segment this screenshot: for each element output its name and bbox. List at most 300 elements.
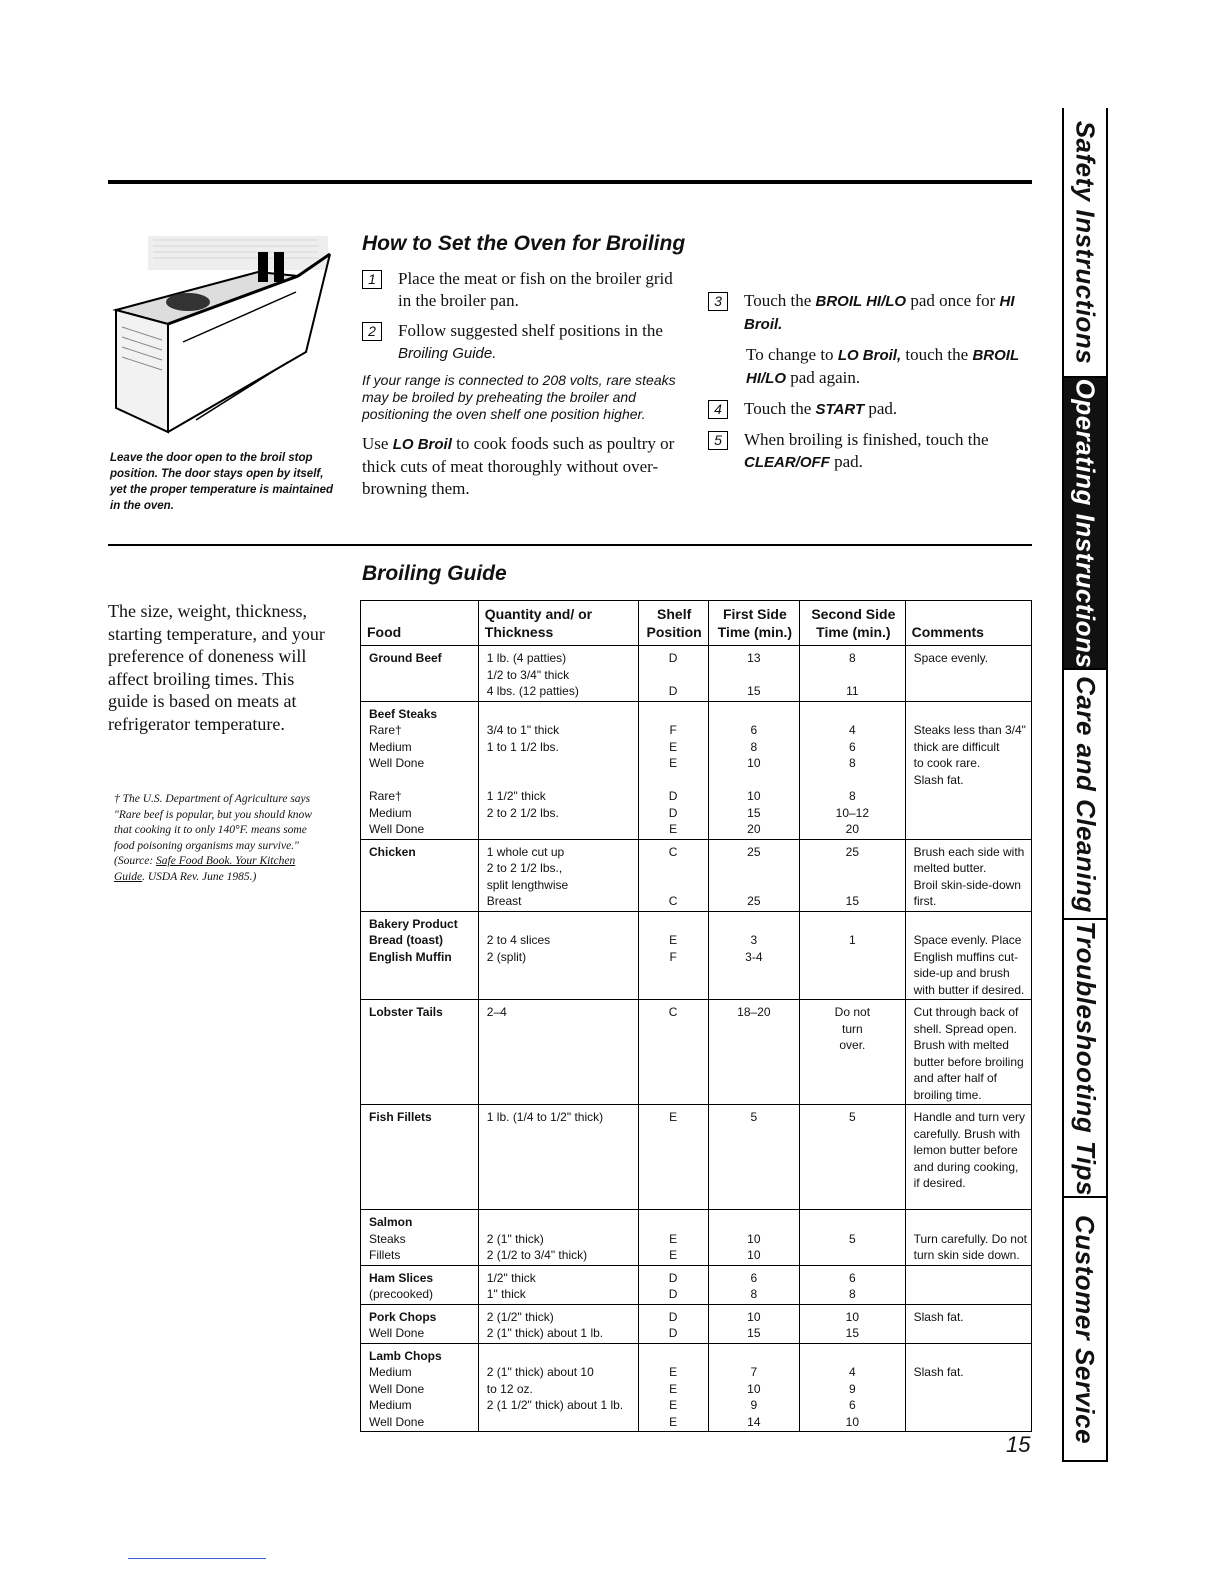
- cell-line: (precooked): [369, 1287, 434, 1301]
- cell-line: D: [668, 684, 678, 698]
- cell-comments: [905, 646, 1031, 702]
- cell-line: E: [669, 1414, 678, 1429]
- howto-heading: How to Set the Oven for Broiling: [362, 232, 686, 255]
- cell-line: [643, 860, 704, 877]
- cell-line: [804, 1214, 901, 1231]
- cell-shelf: [638, 1000, 708, 1105]
- cell-line: [487, 755, 634, 772]
- cell-line: [914, 788, 1027, 805]
- text: pad.: [829, 452, 863, 471]
- cell-line: [804, 1247, 901, 1264]
- cell-food: [361, 911, 479, 1000]
- cell-line: 2 to 2 1/2 lbs.,: [486, 861, 563, 875]
- cell-first: [708, 839, 799, 911]
- cell-line: [914, 1214, 1027, 1231]
- cell-line: 8: [849, 756, 856, 770]
- cell-line: [804, 1159, 901, 1176]
- cell-line: 15: [747, 1326, 761, 1340]
- cell-line: E: [669, 739, 678, 754]
- cell-line: [643, 916, 704, 933]
- cell-line: 10: [747, 789, 761, 803]
- lo-broil-key: LO Broil,: [837, 347, 902, 364]
- cell-line: Slash fat.: [913, 772, 964, 787]
- start-key: START: [815, 401, 865, 418]
- header-first-side: First Side Time (min.): [708, 601, 799, 646]
- table-row: [361, 1304, 1032, 1343]
- cell-food: [361, 1210, 479, 1266]
- lo-broil-paragraph: [362, 433, 682, 500]
- cell-line: 1/2 to 3/4" thick: [486, 667, 570, 682]
- cell-line: 25: [747, 844, 761, 859]
- cell-line: 20: [747, 822, 761, 836]
- cell-shelf: [638, 839, 708, 911]
- cell-line: melted butter.: [913, 861, 987, 875]
- cell-line: 2 to 4 slices: [486, 933, 551, 947]
- cell-line: [713, 1348, 795, 1365]
- cell-food: [361, 1304, 479, 1343]
- illustration-caption: Leave the door open to the broil stop position. The door stays open by itself, yet the proper temperature is maintained in the oven.: [110, 452, 334, 512]
- cell-line: [713, 1021, 795, 1038]
- cell-line: Fish Fillets: [369, 1110, 432, 1124]
- cell-line: 1/2" thick: [486, 1270, 536, 1285]
- cell-first: [708, 1343, 799, 1432]
- cell-line: [487, 1021, 634, 1038]
- cell-line: Medium: [369, 805, 412, 820]
- cell-line: [914, 1381, 1027, 1398]
- tab-troubleshooting-tips[interactable]: [1064, 920, 1106, 1198]
- cell-line: 10–12: [835, 805, 870, 820]
- header-food: Food: [361, 601, 479, 646]
- tab-customer-service[interactable]: [1064, 1198, 1106, 1460]
- cell-line: [713, 1192, 795, 1209]
- table-row: [361, 911, 1032, 1000]
- cell-line: side-up and brush: [913, 966, 1010, 980]
- cell-line: [369, 683, 474, 700]
- tab-care-and-cleaning[interactable]: [1064, 670, 1106, 920]
- cell-line: 3-4: [745, 949, 763, 964]
- cell-line: 2 (split): [486, 949, 527, 964]
- cell-line: [643, 1126, 704, 1143]
- cell-line: [713, 860, 795, 877]
- cell-line: 5: [750, 1110, 758, 1124]
- cell-line: [643, 965, 704, 982]
- tab-safety-instructions[interactable]: [1064, 108, 1106, 378]
- table-row: [361, 646, 1032, 702]
- cell-second: [800, 646, 906, 702]
- cell-line: [713, 1037, 795, 1054]
- cell-line: [643, 1159, 704, 1176]
- cell-second: [800, 911, 906, 1000]
- cell-line: D: [668, 805, 678, 820]
- cell-line: [487, 1087, 634, 1104]
- cell-comments: [905, 1343, 1031, 1432]
- cell-shelf: [638, 646, 708, 702]
- cell-line: [369, 1087, 474, 1104]
- cell-line: [369, 772, 474, 789]
- cell-line: 1 lb. (4 patties): [486, 651, 567, 665]
- cell-line: D: [668, 651, 678, 665]
- cell-line: [713, 916, 795, 933]
- cell-line: [643, 772, 704, 789]
- oven-door-broil-illustration: [108, 232, 332, 442]
- cell-line: 25: [845, 844, 860, 859]
- cell-line: Ground Beef: [369, 651, 442, 665]
- cell-line: Steaks less than 3/4": [913, 723, 1026, 737]
- cell-line: 7: [750, 1365, 758, 1379]
- step-5: [708, 429, 1034, 474]
- cell-line: 2 to 2 1/2 lbs.: [486, 805, 559, 820]
- cell-food: [361, 1265, 479, 1304]
- voltage-note: If your range is connected to 208 volts, rare steaks may be broiled by preheating the broiler and positioning the oven shelf one position higher.: [362, 372, 676, 422]
- cell-line: [914, 1348, 1027, 1365]
- cell-line: [713, 1159, 795, 1176]
- cell-line: 18–20: [737, 1005, 771, 1019]
- cell-line: 1" thick: [486, 1287, 526, 1301]
- cell-line: [914, 706, 1027, 723]
- cell-line: [369, 1126, 474, 1143]
- cell-line: [914, 1192, 1027, 1209]
- broiling-guide-table: [360, 600, 1032, 1432]
- cell-line: [713, 965, 795, 982]
- cell-line: Lobster Tails: [369, 1005, 443, 1019]
- step-3-change: [708, 344, 1034, 390]
- cell-line: 1 1/2" thick: [486, 789, 546, 803]
- text: Touch the: [744, 399, 816, 418]
- cell-line: Brush with melted: [913, 1038, 1009, 1052]
- cell-line: Slash fat.: [913, 1309, 964, 1324]
- cell-line: D: [668, 1309, 678, 1324]
- cell-first: [708, 1000, 799, 1105]
- cell-line: [914, 1397, 1027, 1414]
- cell-line: 13: [747, 651, 761, 665]
- cell-line: [914, 683, 1027, 700]
- cell-line: [643, 706, 704, 723]
- step-number: 2: [362, 322, 382, 341]
- step-3: [708, 290, 1034, 336]
- cell-line: [713, 1214, 795, 1231]
- cell-shelf: [638, 1343, 708, 1432]
- cell-line: Well Done: [369, 1414, 425, 1429]
- cell-food: [361, 701, 479, 839]
- cell-comments: [905, 839, 1031, 911]
- cell-comments: [905, 911, 1031, 1000]
- table-row: [361, 1105, 1032, 1210]
- cell-line: E: [669, 1398, 678, 1412]
- cell-line: 4: [849, 1365, 856, 1379]
- cell-line: 10: [845, 1414, 860, 1429]
- cell-line: [369, 1021, 474, 1038]
- cell-line: [804, 949, 901, 966]
- cell-line: E: [669, 1248, 678, 1262]
- text: touch the: [901, 345, 973, 364]
- cell-line: E: [669, 756, 678, 770]
- cell-food: [361, 646, 479, 702]
- cell-first: [708, 911, 799, 1000]
- cell-line: [369, 965, 474, 982]
- cell-line: [713, 667, 795, 684]
- cell-line: [713, 1054, 795, 1071]
- cell-line: 11: [846, 684, 859, 698]
- cell-second: [800, 1105, 906, 1210]
- cell-line: Turn carefully. Do not: [913, 1231, 1027, 1246]
- cell-line: [369, 1175, 474, 1192]
- cell-line: [487, 1214, 634, 1231]
- cell-line: [914, 1414, 1027, 1431]
- cell-line: [643, 1021, 704, 1038]
- cell-line: to cook rare.: [913, 756, 981, 770]
- table-header-row: [361, 601, 1032, 646]
- cell-line: C: [668, 894, 678, 908]
- cell-shelf: [638, 1105, 708, 1210]
- cell-line: [643, 1214, 704, 1231]
- cell-line: Beef Steaks: [369, 706, 438, 721]
- howto-column-1: [362, 268, 682, 500]
- page-number: 15: [1006, 1432, 1031, 1457]
- cell-first: [708, 1304, 799, 1343]
- cell-line: [804, 706, 901, 723]
- text: When broiling is finished, touch the: [744, 430, 989, 449]
- step-text: Follow suggested shelf positions in the: [398, 321, 663, 340]
- table-row: [361, 839, 1032, 911]
- cell-line: [804, 1348, 901, 1365]
- cell-line: [487, 1175, 634, 1192]
- cell-first: [708, 1105, 799, 1210]
- cell-line: C: [668, 1005, 678, 1019]
- cell-line: Do not: [834, 1005, 871, 1019]
- cell-line: 2 (1" thick) about 1 lb.: [486, 1326, 604, 1340]
- cell-line: Space evenly. Place: [913, 933, 1022, 947]
- cell-qty: [478, 1105, 638, 1210]
- cell-line: E: [669, 933, 678, 947]
- cell-line: [804, 1175, 901, 1192]
- cell-qty: [478, 839, 638, 911]
- cell-line: F: [669, 723, 677, 737]
- tab-operating-instructions[interactable]: [1064, 378, 1106, 670]
- cell-line: [643, 1142, 704, 1159]
- cell-line: [643, 1037, 704, 1054]
- cell-line: [713, 772, 795, 789]
- cell-line: [643, 1348, 704, 1365]
- cell-line: [487, 1126, 634, 1143]
- text: To change to: [746, 345, 838, 364]
- cell-line: [643, 1054, 704, 1071]
- cell-second: [800, 1210, 906, 1266]
- footnote-source: Safe Food Book. Your Kitchen Guide: [114, 855, 296, 883]
- hi-broil-key: HI Broil.: [744, 293, 1015, 333]
- cell-line: D: [668, 789, 678, 803]
- cell-qty: [478, 1304, 638, 1343]
- cell-line: 6: [849, 1398, 856, 1412]
- cell-line: [487, 1414, 634, 1431]
- tab-label: Care and Cleaning: [1070, 675, 1101, 913]
- clear-off-key: CLEAR/OFF: [744, 454, 830, 471]
- text: pad once for: [906, 291, 1000, 310]
- cell-line: shell. Spread open.: [913, 1021, 1018, 1036]
- table-row: [361, 1343, 1032, 1432]
- cell-line: 15: [845, 894, 860, 908]
- cell-line: [369, 1054, 474, 1071]
- cell-line: [369, 893, 474, 910]
- cell-line: [487, 772, 634, 789]
- cell-line: [804, 1126, 901, 1143]
- text: pad.: [864, 399, 898, 418]
- text: Use: [362, 434, 393, 453]
- cell-line: 6: [849, 1270, 856, 1285]
- cell-line: first.: [913, 894, 937, 908]
- cell-qty: [478, 1343, 638, 1432]
- cell-line: [914, 667, 1027, 684]
- usda-footnote: [114, 792, 324, 885]
- cell-line: 10: [747, 1381, 761, 1396]
- cell-line: [487, 1159, 634, 1176]
- cell-line: 8: [849, 651, 856, 665]
- cell-line: if desired.: [913, 1176, 966, 1190]
- cell-line: Lamb Chops: [369, 1348, 442, 1363]
- step-number: 4: [708, 400, 728, 419]
- tab-label: Operating Instructions: [1070, 378, 1101, 668]
- cell-line: 5: [849, 1110, 856, 1124]
- cell-comments: [905, 701, 1031, 839]
- cell-first: [708, 1210, 799, 1266]
- cell-line: and after half of: [913, 1071, 997, 1085]
- tab-label: Customer Service: [1070, 1214, 1101, 1444]
- cell-line: 1 whole cut up: [486, 844, 565, 859]
- cell-line: Chicken: [369, 844, 416, 859]
- cell-line: 4: [849, 723, 856, 737]
- cell-qty: [478, 1210, 638, 1266]
- howto-column-2: [708, 290, 1034, 482]
- cell-line: D: [668, 1287, 678, 1301]
- cell-qty: [478, 646, 638, 702]
- cell-second: [800, 1304, 906, 1343]
- cell-line: 2–4: [486, 1005, 507, 1019]
- cell-line: 2 (1 1/2" thick) about 1 lb.: [486, 1398, 624, 1412]
- header-comments: Comments: [905, 601, 1031, 646]
- cell-line: 4 lbs. (12 patties): [486, 684, 579, 698]
- cell-line: 2 (1" thick) about 10: [486, 1365, 594, 1379]
- cell-line: 15: [747, 805, 761, 820]
- step-2: [362, 320, 682, 364]
- cell-line: carefully. Brush with: [913, 1126, 1021, 1141]
- cell-line: and during cooking,: [913, 1159, 1019, 1174]
- cell-line: Medium: [369, 739, 412, 754]
- cell-line: [914, 805, 1027, 822]
- cell-line: Salmon: [369, 1215, 413, 1229]
- cell-second: [800, 1343, 906, 1432]
- decorative-line: [128, 1558, 266, 1559]
- footnote-tail: . USDA Rev. June 1985.): [142, 870, 257, 883]
- top-rule: [108, 180, 1032, 184]
- cell-line: C: [668, 844, 678, 859]
- cell-line: [804, 916, 901, 933]
- footnote-text: † The U.S. Department of Agriculture says "Rare beef is popular, but you should know that cooking it to only 140°F. means some food poisoning organisms may survive." (Source:: [114, 793, 312, 867]
- cell-line: Pork Chops: [369, 1309, 437, 1324]
- cell-line: [914, 1325, 1027, 1342]
- cell-line: Rare†: [369, 723, 402, 737]
- cell-line: E: [669, 1365, 678, 1379]
- cell-first: [708, 701, 799, 839]
- cell-line: [369, 1142, 474, 1159]
- cell-line: Well Done: [369, 1381, 425, 1396]
- cell-line: [713, 1142, 795, 1159]
- table-row: [361, 1000, 1032, 1105]
- cell-line: E: [669, 1231, 678, 1246]
- cell-line: Well Done: [369, 822, 425, 836]
- cell-line: [643, 982, 704, 999]
- cell-line: [804, 667, 901, 684]
- cell-second: [800, 701, 906, 839]
- cell-line: 6: [750, 723, 758, 737]
- cell-line: turn skin side down.: [913, 1248, 1020, 1262]
- cell-shelf: [638, 701, 708, 839]
- cell-line: [369, 1037, 474, 1054]
- cell-line: [487, 1142, 634, 1159]
- cell-comments: [905, 1210, 1031, 1266]
- broiling-guide-ref: Broiling Guide.: [398, 345, 497, 362]
- cell-line: [643, 1175, 704, 1192]
- cell-line: [713, 1126, 795, 1143]
- cell-line: 8: [849, 789, 856, 803]
- cell-line: split lengthwise: [486, 877, 569, 892]
- cell-line: Bakery Product: [369, 916, 458, 931]
- cell-line: Bread (toast): [369, 933, 444, 947]
- cell-line: [804, 982, 901, 999]
- cell-line: Fillets: [369, 1248, 401, 1262]
- cell-line: over.: [839, 1038, 866, 1052]
- cell-line: Rare†: [369, 789, 402, 803]
- cell-line: 6: [750, 1270, 758, 1285]
- cell-line: 8: [849, 1287, 856, 1301]
- cell-line: broiling time.: [913, 1087, 982, 1102]
- cell-line: [804, 1054, 901, 1071]
- cell-line: thick are difficult: [913, 739, 1000, 754]
- cell-line: 1: [849, 933, 856, 947]
- step-number: 3: [708, 292, 728, 311]
- cell-line: 15: [845, 1326, 860, 1340]
- cell-line: [804, 1070, 901, 1087]
- cell-food: [361, 1343, 479, 1432]
- cell-line: Brush each side with: [913, 844, 1025, 859]
- text: pad again.: [786, 368, 861, 387]
- cell-line: [914, 1270, 1027, 1287]
- cell-line: [643, 667, 704, 684]
- cell-food: [361, 839, 479, 911]
- text: to cook foods such as poultry or thick cuts of meat thoroughly without over-browning them.: [362, 434, 675, 498]
- cell-line: 9: [750, 1398, 758, 1412]
- cell-line: [487, 706, 634, 723]
- cell-second: [800, 839, 906, 911]
- cell-line: Handle and turn very: [913, 1110, 1026, 1124]
- cell-line: to 12 oz.: [486, 1381, 533, 1396]
- cell-line: 6: [849, 739, 856, 754]
- cell-line: 14: [747, 1414, 761, 1429]
- cell-qty: [478, 1265, 638, 1304]
- cell-line: [369, 877, 474, 894]
- section-tabs: [1062, 108, 1108, 1462]
- step-text: Place the meat or fish on the broiler grid in the broiler pan.: [398, 269, 673, 310]
- step-number: 1: [362, 270, 382, 289]
- cell-line: E: [669, 822, 678, 836]
- cell-line: [804, 860, 901, 877]
- cell-line: [804, 772, 901, 789]
- cell-line: E: [669, 1381, 678, 1396]
- cell-line: lemon butter before: [913, 1143, 1018, 1157]
- cell-line: 8: [750, 1287, 758, 1301]
- cell-line: [487, 1037, 634, 1054]
- cell-line: [804, 877, 901, 894]
- cell-line: [914, 916, 1027, 933]
- header-shelf: Shelf Position: [638, 601, 708, 646]
